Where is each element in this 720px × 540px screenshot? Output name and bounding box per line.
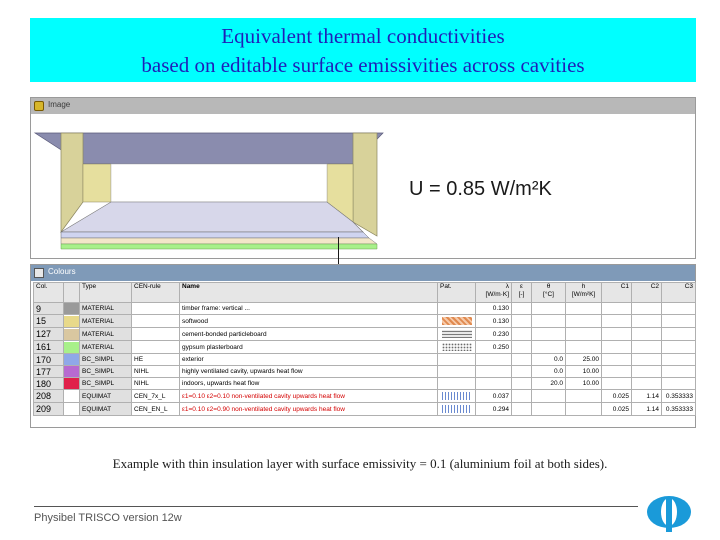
cell-type[interactable]: EQUIMAT xyxy=(80,390,132,403)
cell-c3[interactable] xyxy=(662,341,696,354)
cell-h[interactable] xyxy=(566,341,602,354)
cell-c2[interactable] xyxy=(632,341,662,354)
cell-pattern[interactable] xyxy=(438,378,476,390)
cell-h[interactable] xyxy=(566,328,602,341)
cell-lambda[interactable]: 0.130 xyxy=(476,303,512,315)
cell-pattern[interactable] xyxy=(438,328,476,341)
header-name[interactable]: Name xyxy=(180,283,438,303)
cell-eps[interactable] xyxy=(512,390,532,403)
cell-col: 9 xyxy=(34,303,64,315)
slide-title-line1: Equivalent thermal conductivities xyxy=(221,24,505,48)
header-pat[interactable]: Pat. xyxy=(438,283,476,303)
header-lambda-symbol: λ xyxy=(505,283,509,290)
cell-col: 209 xyxy=(34,403,64,416)
cell-h[interactable]: 10.00 xyxy=(566,378,602,390)
cell-c3[interactable]: 0.353333 xyxy=(662,403,696,416)
cell-swatch[interactable] xyxy=(64,354,80,366)
cell-cen-rule[interactable]: CEN_EN_L xyxy=(132,403,180,416)
header-h-symbol: h xyxy=(581,283,586,290)
table-icon xyxy=(34,268,44,278)
floor-layer-plaster xyxy=(61,244,377,249)
cell-col: 161 xyxy=(34,341,64,354)
table-row[interactable] xyxy=(34,366,696,378)
cell-h[interactable] xyxy=(566,403,602,416)
cell-cen-rule[interactable]: NIHL xyxy=(132,378,180,390)
cell-theta[interactable] xyxy=(532,403,566,416)
header-theta[interactable] xyxy=(532,283,566,303)
cell-c1[interactable] xyxy=(602,341,632,354)
cell-cen-rule[interactable] xyxy=(132,328,180,341)
roof-slab xyxy=(35,133,383,164)
cell-name[interactable]: ε1=0.10 ε2=0.10 non-ventilated cavity upwards heat flow xyxy=(180,390,438,403)
cell-c1[interactable] xyxy=(602,315,632,328)
footer-divider xyxy=(34,506,638,507)
cell-c2[interactable] xyxy=(632,366,662,378)
image-window-title: Image xyxy=(48,100,71,109)
cell-pattern[interactable] xyxy=(438,390,476,403)
table-row[interactable] xyxy=(34,390,696,403)
cell-swatch[interactable] xyxy=(64,403,80,416)
cell-c2[interactable] xyxy=(632,354,662,366)
slide-caption: Example with thin insulation layer with surface emissivity = 0.1 (aluminium foil at both sides). xyxy=(112,456,608,471)
colours-table-body xyxy=(34,303,696,416)
cell-type[interactable]: MATERIAL xyxy=(80,341,132,354)
cell-theta[interactable]: 20.0 xyxy=(532,378,566,390)
cell-theta[interactable] xyxy=(532,390,566,403)
cell-h[interactable]: 25.00 xyxy=(566,354,602,366)
footer-text: Physibel TRISCO version 12w xyxy=(34,512,182,524)
cell-eps[interactable] xyxy=(512,354,532,366)
cell-c3[interactable] xyxy=(662,328,696,341)
header-theta-symbol: θ xyxy=(546,283,551,290)
cell-name[interactable]: cement-bonded particleboard xyxy=(180,328,438,341)
cell-lambda[interactable]: 0.250 xyxy=(476,341,512,354)
cell-theta[interactable] xyxy=(532,315,566,328)
cell-name[interactable]: highly ventilated cavity, upwards heat flow xyxy=(180,366,438,378)
cell-type[interactable]: MATERIAL xyxy=(80,328,132,341)
cell-h[interactable] xyxy=(566,315,602,328)
cell-c1[interactable] xyxy=(602,328,632,341)
cell-pattern[interactable] xyxy=(438,366,476,378)
app-icon xyxy=(34,101,44,111)
cell-c3[interactable]: 0.353333 xyxy=(662,390,696,403)
table-row[interactable] xyxy=(34,315,696,328)
cell-lambda[interactable]: 0.037 xyxy=(476,390,512,403)
cell-cen-rule[interactable] xyxy=(132,315,180,328)
cell-c1[interactable]: 0.025 xyxy=(602,403,632,416)
cell-cen-rule[interactable]: NIHL xyxy=(132,366,180,378)
cell-cen-rule[interactable] xyxy=(132,303,180,315)
cell-col: 15 xyxy=(34,315,64,328)
header-cen-rule[interactable]: CEN-rule xyxy=(132,283,180,303)
cell-name[interactable]: timber frame: vertical ... xyxy=(180,303,438,315)
cell-lambda[interactable]: 0.294 xyxy=(476,403,512,416)
cell-col: 177 xyxy=(34,366,64,378)
cell-type[interactable]: MATERIAL xyxy=(80,315,132,328)
slide-title-banner xyxy=(30,18,696,82)
cell-c3[interactable] xyxy=(662,378,696,390)
slide-title-line2: based on editable surface emissivities across cavities xyxy=(141,53,585,77)
left-wall-inner xyxy=(83,164,111,202)
cell-theta[interactable]: 0.0 xyxy=(532,366,566,378)
cell-c2[interactable] xyxy=(632,328,662,341)
colours-window xyxy=(30,264,696,428)
cell-col: 180 xyxy=(34,378,64,390)
cell-theta[interactable] xyxy=(532,303,566,315)
cell-eps[interactable] xyxy=(512,403,532,416)
header-eps-unit: [-] xyxy=(518,291,525,298)
header-eps[interactable] xyxy=(512,283,532,303)
cell-eps[interactable] xyxy=(512,303,532,315)
table-row[interactable] xyxy=(34,341,696,354)
cell-c2[interactable]: 1.14 xyxy=(632,403,662,416)
table-row[interactable] xyxy=(34,303,696,315)
cell-lambda[interactable] xyxy=(476,354,512,366)
colours-table xyxy=(33,282,696,416)
cell-name[interactable]: softwood xyxy=(180,315,438,328)
cell-c1[interactable]: 0.025 xyxy=(602,390,632,403)
cell-c1[interactable] xyxy=(602,354,632,366)
cell-swatch[interactable] xyxy=(64,390,80,403)
table-row[interactable] xyxy=(34,328,696,341)
cell-col: 208 xyxy=(34,390,64,403)
cell-c1[interactable] xyxy=(602,378,632,390)
header-lambda[interactable] xyxy=(476,283,512,303)
u-value-label: U = 0.85 W/m²K xyxy=(409,178,552,200)
cell-c3[interactable] xyxy=(662,354,696,366)
cell-swatch[interactable] xyxy=(64,378,80,390)
left-wall xyxy=(61,133,83,232)
floor-layer-top xyxy=(61,202,363,232)
cell-swatch[interactable] xyxy=(64,328,80,341)
cell-c3[interactable] xyxy=(662,366,696,378)
floor-layer-insulation xyxy=(61,232,369,238)
header-lambda-unit: [W/m·K] xyxy=(485,291,509,298)
cell-swatch[interactable] xyxy=(64,366,80,378)
table-row[interactable] xyxy=(34,403,696,416)
physibel-logo-icon xyxy=(645,490,693,534)
back-opening xyxy=(111,164,327,202)
cell-pattern[interactable] xyxy=(438,354,476,366)
cell-lambda[interactable]: 0.230 xyxy=(476,328,512,341)
cell-name[interactable]: gypsum plasterboard xyxy=(180,341,438,354)
header-c3[interactable]: C3 xyxy=(662,283,696,303)
table-row[interactable] xyxy=(34,354,696,366)
cell-swatch[interactable] xyxy=(64,341,80,354)
cell-type[interactable]: BC_SIMPL xyxy=(80,378,132,390)
cell-lambda[interactable] xyxy=(476,378,512,390)
image-window-titlebar[interactable] xyxy=(31,98,695,114)
cell-lambda[interactable] xyxy=(476,366,512,378)
cell-eps[interactable] xyxy=(512,341,532,354)
cell-h[interactable]: 10.00 xyxy=(566,366,602,378)
image-window xyxy=(30,97,696,259)
cell-h[interactable] xyxy=(566,303,602,315)
cell-name[interactable]: ε1=0.10 ε2=0.90 non-ventilated cavity upwards heat flow xyxy=(180,403,438,416)
cell-col: 127 xyxy=(34,328,64,341)
cell-lambda[interactable]: 0.130 xyxy=(476,315,512,328)
cell-c2[interactable] xyxy=(632,378,662,390)
cell-pattern[interactable] xyxy=(438,403,476,416)
cell-theta[interactable]: 0.0 xyxy=(532,354,566,366)
header-c1[interactable]: C1 xyxy=(602,283,632,303)
colours-window-titlebar[interactable] xyxy=(31,265,695,281)
cell-c3[interactable] xyxy=(662,303,696,315)
cell-type[interactable]: BC_SIMPL xyxy=(80,354,132,366)
cell-c2[interactable] xyxy=(632,315,662,328)
cell-cen-rule[interactable] xyxy=(132,341,180,354)
cell-theta[interactable] xyxy=(532,328,566,341)
cell-type[interactable]: BC_SIMPL xyxy=(80,366,132,378)
header-theta-unit: [°C] xyxy=(543,291,554,298)
cell-swatch[interactable] xyxy=(64,303,80,315)
cell-eps[interactable] xyxy=(512,378,532,390)
cell-eps[interactable] xyxy=(512,366,532,378)
cell-type[interactable]: EQUIMAT xyxy=(80,403,132,416)
cell-c1[interactable] xyxy=(602,303,632,315)
cell-name[interactable]: exterior xyxy=(180,354,438,366)
header-type[interactable]: Type xyxy=(80,283,132,303)
cell-c2[interactable]: 1.14 xyxy=(632,390,662,403)
building-section-image xyxy=(31,114,697,260)
header-swatch xyxy=(64,283,80,303)
cell-name[interactable]: indoors, upwards heat flow xyxy=(180,378,438,390)
cell-c3[interactable] xyxy=(662,315,696,328)
cell-pattern[interactable] xyxy=(438,303,476,315)
cell-eps[interactable] xyxy=(512,315,532,328)
colours-window-title: Colours xyxy=(48,267,76,276)
cell-swatch[interactable] xyxy=(64,315,80,328)
cell-c1[interactable] xyxy=(602,366,632,378)
table-header-row xyxy=(34,283,696,303)
cell-pattern[interactable] xyxy=(438,341,476,354)
cell-cen-rule[interactable]: CEN_7x_L xyxy=(132,390,180,403)
table-row[interactable] xyxy=(34,378,696,390)
right-wall xyxy=(353,133,377,236)
header-eps-symbol: ε xyxy=(520,283,523,290)
header-col[interactable]: Col. xyxy=(34,283,64,303)
floor-layer-board xyxy=(61,238,377,244)
cell-type[interactable]: MATERIAL xyxy=(80,303,132,315)
cell-cen-rule[interactable]: HE xyxy=(132,354,180,366)
cell-c2[interactable] xyxy=(632,303,662,315)
cell-theta[interactable] xyxy=(532,341,566,354)
cell-eps[interactable] xyxy=(512,328,532,341)
header-h-unit: [W/m²K] xyxy=(571,291,596,298)
cell-h[interactable] xyxy=(566,390,602,403)
cell-pattern[interactable] xyxy=(438,315,476,328)
cell-col: 170 xyxy=(34,354,64,366)
header-h[interactable] xyxy=(566,283,602,303)
header-c2[interactable]: C2 xyxy=(632,283,662,303)
